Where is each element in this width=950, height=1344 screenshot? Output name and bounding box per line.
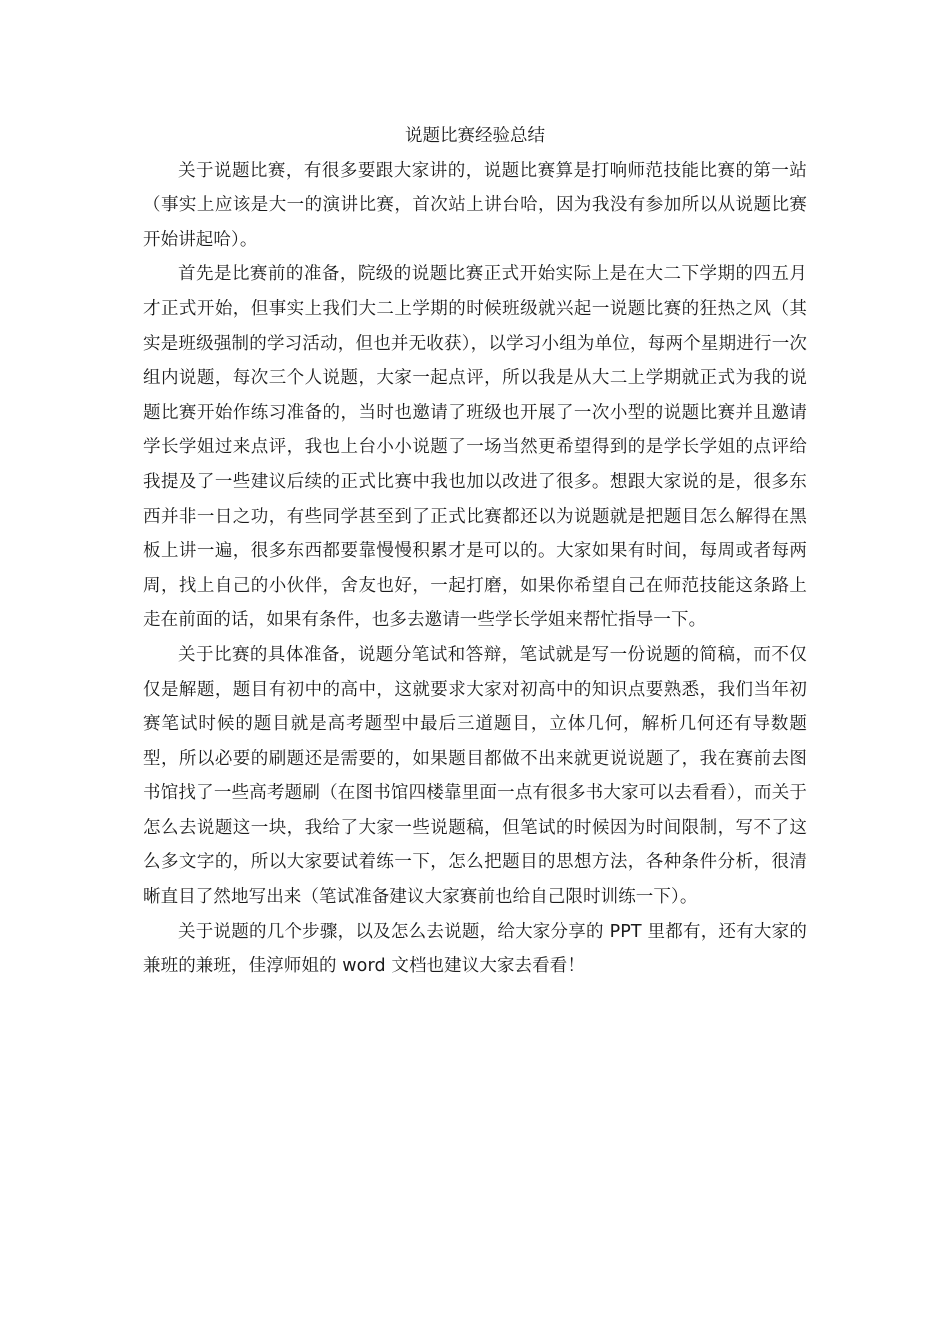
document-body xyxy=(143,119,807,984)
paragraph-intro: 关于说题比赛，有很多要跟大家讲的，说题比赛算是打响师范技能比赛的第一站（事实上应该是大一的演讲比赛，首次站上讲台哈，因为我没有参加所以从说题比赛开始讲起哈）。 xyxy=(143,160,807,250)
paragraph-specific-preparation: 关于比赛的具体准备，说题分笔试和答辩，笔试就是写一份说题的简稿，而不仅仅是解题，题目有初中的高中，这就要求大家对初高中的知识点要熟悉，我们当年初赛笔试时候的题目就是高考题型中最后三道题目，立体几何，解析几何还有导数题型，所以必要的刷题还是需要的，如果题目都做不出来就更说说题了，我在赛前去图书馆找了一些高考题刷（在图书馆四楼靠里面一点有很多书大家可以去看看），而关于怎么去说题这一块，我给了大家一些说题稿，但笔试的时候因为时间限制，写不了这么多文字的，所以大家要试着练一下，怎么把题目的思想方法，各种条件分析，很清晰直目了然地写出来（笔试准备建议大家赛前也给自己限时训练一下）。 xyxy=(143,644,807,908)
paragraph-steps: 关于说题的几个步骤，以及怎么去说题，给大家分享的 PPT 里都有，还有大家的兼班的兼班，佳淳师姐的 word 文档也建议大家去看看！ xyxy=(143,921,807,977)
paragraph-preparation: 首先是比赛前的准备，院级的说题比赛正式开始实际上是在大二下学期的四五月才正式开始，但事实上我们大二上学期的时候班级就兴起一说题比赛的狂热之风（其实是班级强制的学习活动，但也并无收获），以学习小组为单位，每两个星期进行一次组内说题，每次三个人说题，大家一起点评，所以我是从大二上学期就正式为我的说题比赛开始作练习准备的，当时也邀请了班级也开展了一次小型的说题比赛并且邀请学长学姐过来点评，我也上台小小说题了一场当然更希望得到的是学长学姐的点评给我提及了一些建议后续的正式比赛中我也加以改进了很多。想跟大家说的是，很多东西并非一日之功，有些同学甚至到了正式比赛都还以为说题就是把题目怎么解得在黑板上讲一遍，很多东西都要靠慢慢积累才是可以的。大家如果有时间，每周或者每两周，找上自己的小伙伴，舍友也好，一起打磨，如果你希望自己在师范技能这条路上走在前面的话，如果有条件，也多去邀请一些学长学姐来帮忙指导一下。 xyxy=(143,264,807,631)
document-title: 说题比赛经验总结 xyxy=(405,126,545,146)
